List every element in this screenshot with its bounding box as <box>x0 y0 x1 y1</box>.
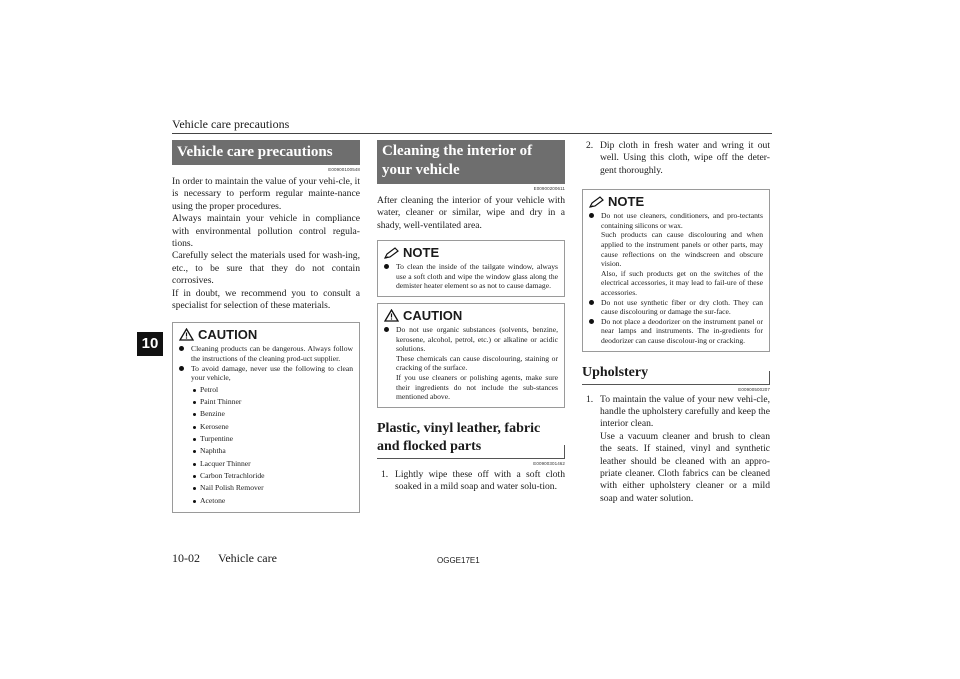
note-label: NOTE <box>608 194 645 210</box>
section-code: E00900200611 <box>533 186 565 191</box>
heading-plastic-parts: Plastic, vinyl leather, fabric and flocked parts <box>377 420 565 459</box>
section-code: E00900100548 <box>328 167 360 172</box>
section-title-interior: Cleaning the interior of your vehicle <box>377 140 565 184</box>
footer-page-info <box>172 551 277 566</box>
section-code: E00900301462 <box>533 460 565 466</box>
note-bullet: Do not place a deodorizer on the instrument panel or near lamps and instruments. The in-gredients for deodorizer can cause discolour-ing or cracking. <box>589 317 763 346</box>
pencil-icon <box>589 196 604 208</box>
bullet-icon <box>589 319 594 324</box>
paragraph: Carefully select the materials used for wash-ing, etc., to be sure that they do not contain corrosives. <box>172 250 360 287</box>
warning-icon <box>384 309 399 322</box>
caution-bullet: Do not use organic substances (solvents, benzine, kerosene, alcohol, petrol, etc.) or alkaline or acidic solutions. <box>384 325 558 354</box>
bullet-icon <box>589 213 594 218</box>
caution-box <box>377 303 565 408</box>
column-2 <box>377 140 565 494</box>
caution-box <box>172 322 360 512</box>
list-item: Naphtha <box>193 445 353 457</box>
caution-bullet: To avoid damage, never use the following to clean your vehicle, <box>179 364 353 383</box>
section-title-vehicle-care: Vehicle care precautions <box>172 140 360 165</box>
paragraph: In order to maintain the value of your vehi-cle, it is necessary to perform regular mainte-nance using the proper procedures. <box>172 176 360 212</box>
list-item: Lacquer Thinner <box>193 458 353 470</box>
paragraph: Always maintain your vehicle in compliance with environmental pollution control regula-tions. <box>172 213 360 250</box>
list-item: Petrol <box>193 384 353 396</box>
chapter-tab: 10 <box>137 332 163 356</box>
note-title <box>589 194 763 209</box>
pencil-icon <box>384 247 399 259</box>
step-number: 1. <box>586 393 594 405</box>
note-box <box>377 240 565 297</box>
step-1-continued: Use a vacuum cleaner and brush to clean the seats. If stained, vinyl and synthetic leather should be cleaned with an appro-priate cleaner. Cloth fabrics can be cleaned with either upholstery cleaner or a mild soap and water solution. <box>600 430 770 504</box>
step-2: 2. Dip cloth in fresh water and wring it out well. Using this cloth, wipe off the deter-gent thoroughly. <box>586 140 770 176</box>
note-text: Also, if such products get on the switches of the electrical accessories, it may lead to fail-ure of these accessories. <box>601 268 763 297</box>
step-1: 1. To maintain the value of your new vehi-cle, handle the upholstery carefully and keep the interior clean. <box>586 393 770 430</box>
header-rule <box>172 133 772 134</box>
list-item: Nail Polish Remover <box>193 482 353 494</box>
column-1 <box>172 140 360 513</box>
section-code: E00900500207 <box>738 386 770 392</box>
step-1: 1. Lightly wipe these off with a soft cloth soaked in a mild soap and water solu-tion. <box>381 468 565 493</box>
list-item: Acetone <box>193 495 353 507</box>
caution-text: These chemicals can cause discolouring, staining or cracking of the surface. <box>396 353 558 373</box>
caution-title <box>179 327 353 342</box>
note-title <box>384 245 558 260</box>
running-head: Vehicle care precautions <box>172 117 290 131</box>
caution-label: CAUTION <box>198 327 258 343</box>
step-number: 1. <box>381 468 389 480</box>
step-number: 2. <box>586 140 594 151</box>
heading-upholstery: Upholstery <box>582 364 770 385</box>
note-bullet: To clean the inside of the tailgate window, always use a soft cloth and wipe the window glass along the demister heater element so as not to cause damage. <box>384 262 558 291</box>
doc-code: OGGE17E1 <box>437 556 480 565</box>
list-item: Paint Thinner <box>193 396 353 408</box>
list-item: Carbon Tetrachloride <box>193 470 353 482</box>
bullet-icon <box>384 264 389 269</box>
caution-text: If you use cleaners or polishing agents, make sure their ingredients do not include the sub-stances mentioned above. <box>396 372 558 402</box>
bullet-icon <box>589 300 594 305</box>
column-3 <box>582 140 770 505</box>
note-bullet: Do not use cleaners, conditioners, and pro-tectants containing silicons or wax. <box>589 211 763 230</box>
page-number: 10-02 <box>172 551 200 565</box>
bullet-icon <box>179 346 184 351</box>
note-text: Such products can cause discolouring and when applied to the instrument panels or other parts, may cause reflections on the windscreen and obscure vision. <box>601 230 763 269</box>
bullet-icon <box>179 366 184 371</box>
caution-label: CAUTION <box>403 308 463 323</box>
substance-list <box>193 384 353 507</box>
list-item: Turpentine <box>193 433 353 445</box>
warning-icon <box>179 328 194 341</box>
note-bullet: Do not use synthetic fiber or dry cloth. They can cause discolouring or damage the sur-face. <box>589 298 763 317</box>
paragraph: If in doubt, we recommend you to consult a specialist for selection of these materials. <box>172 287 360 312</box>
note-label: NOTE <box>403 245 440 261</box>
caution-title <box>384 308 558 323</box>
list-item: Kerosene <box>193 421 353 433</box>
note-box <box>582 189 770 351</box>
footer-section: Vehicle care <box>218 551 277 565</box>
bullet-icon <box>384 327 389 332</box>
paragraph: After cleaning the interior of your vehicle with water, cleaner or similar, wipe and dry in a shady, well-ventilated area. <box>377 195 565 231</box>
caution-bullet: Cleaning products can be dangerous. Always follow the instructions of the cleaning prod-uct supplier. <box>179 344 353 363</box>
list-item: Benzine <box>193 408 353 420</box>
